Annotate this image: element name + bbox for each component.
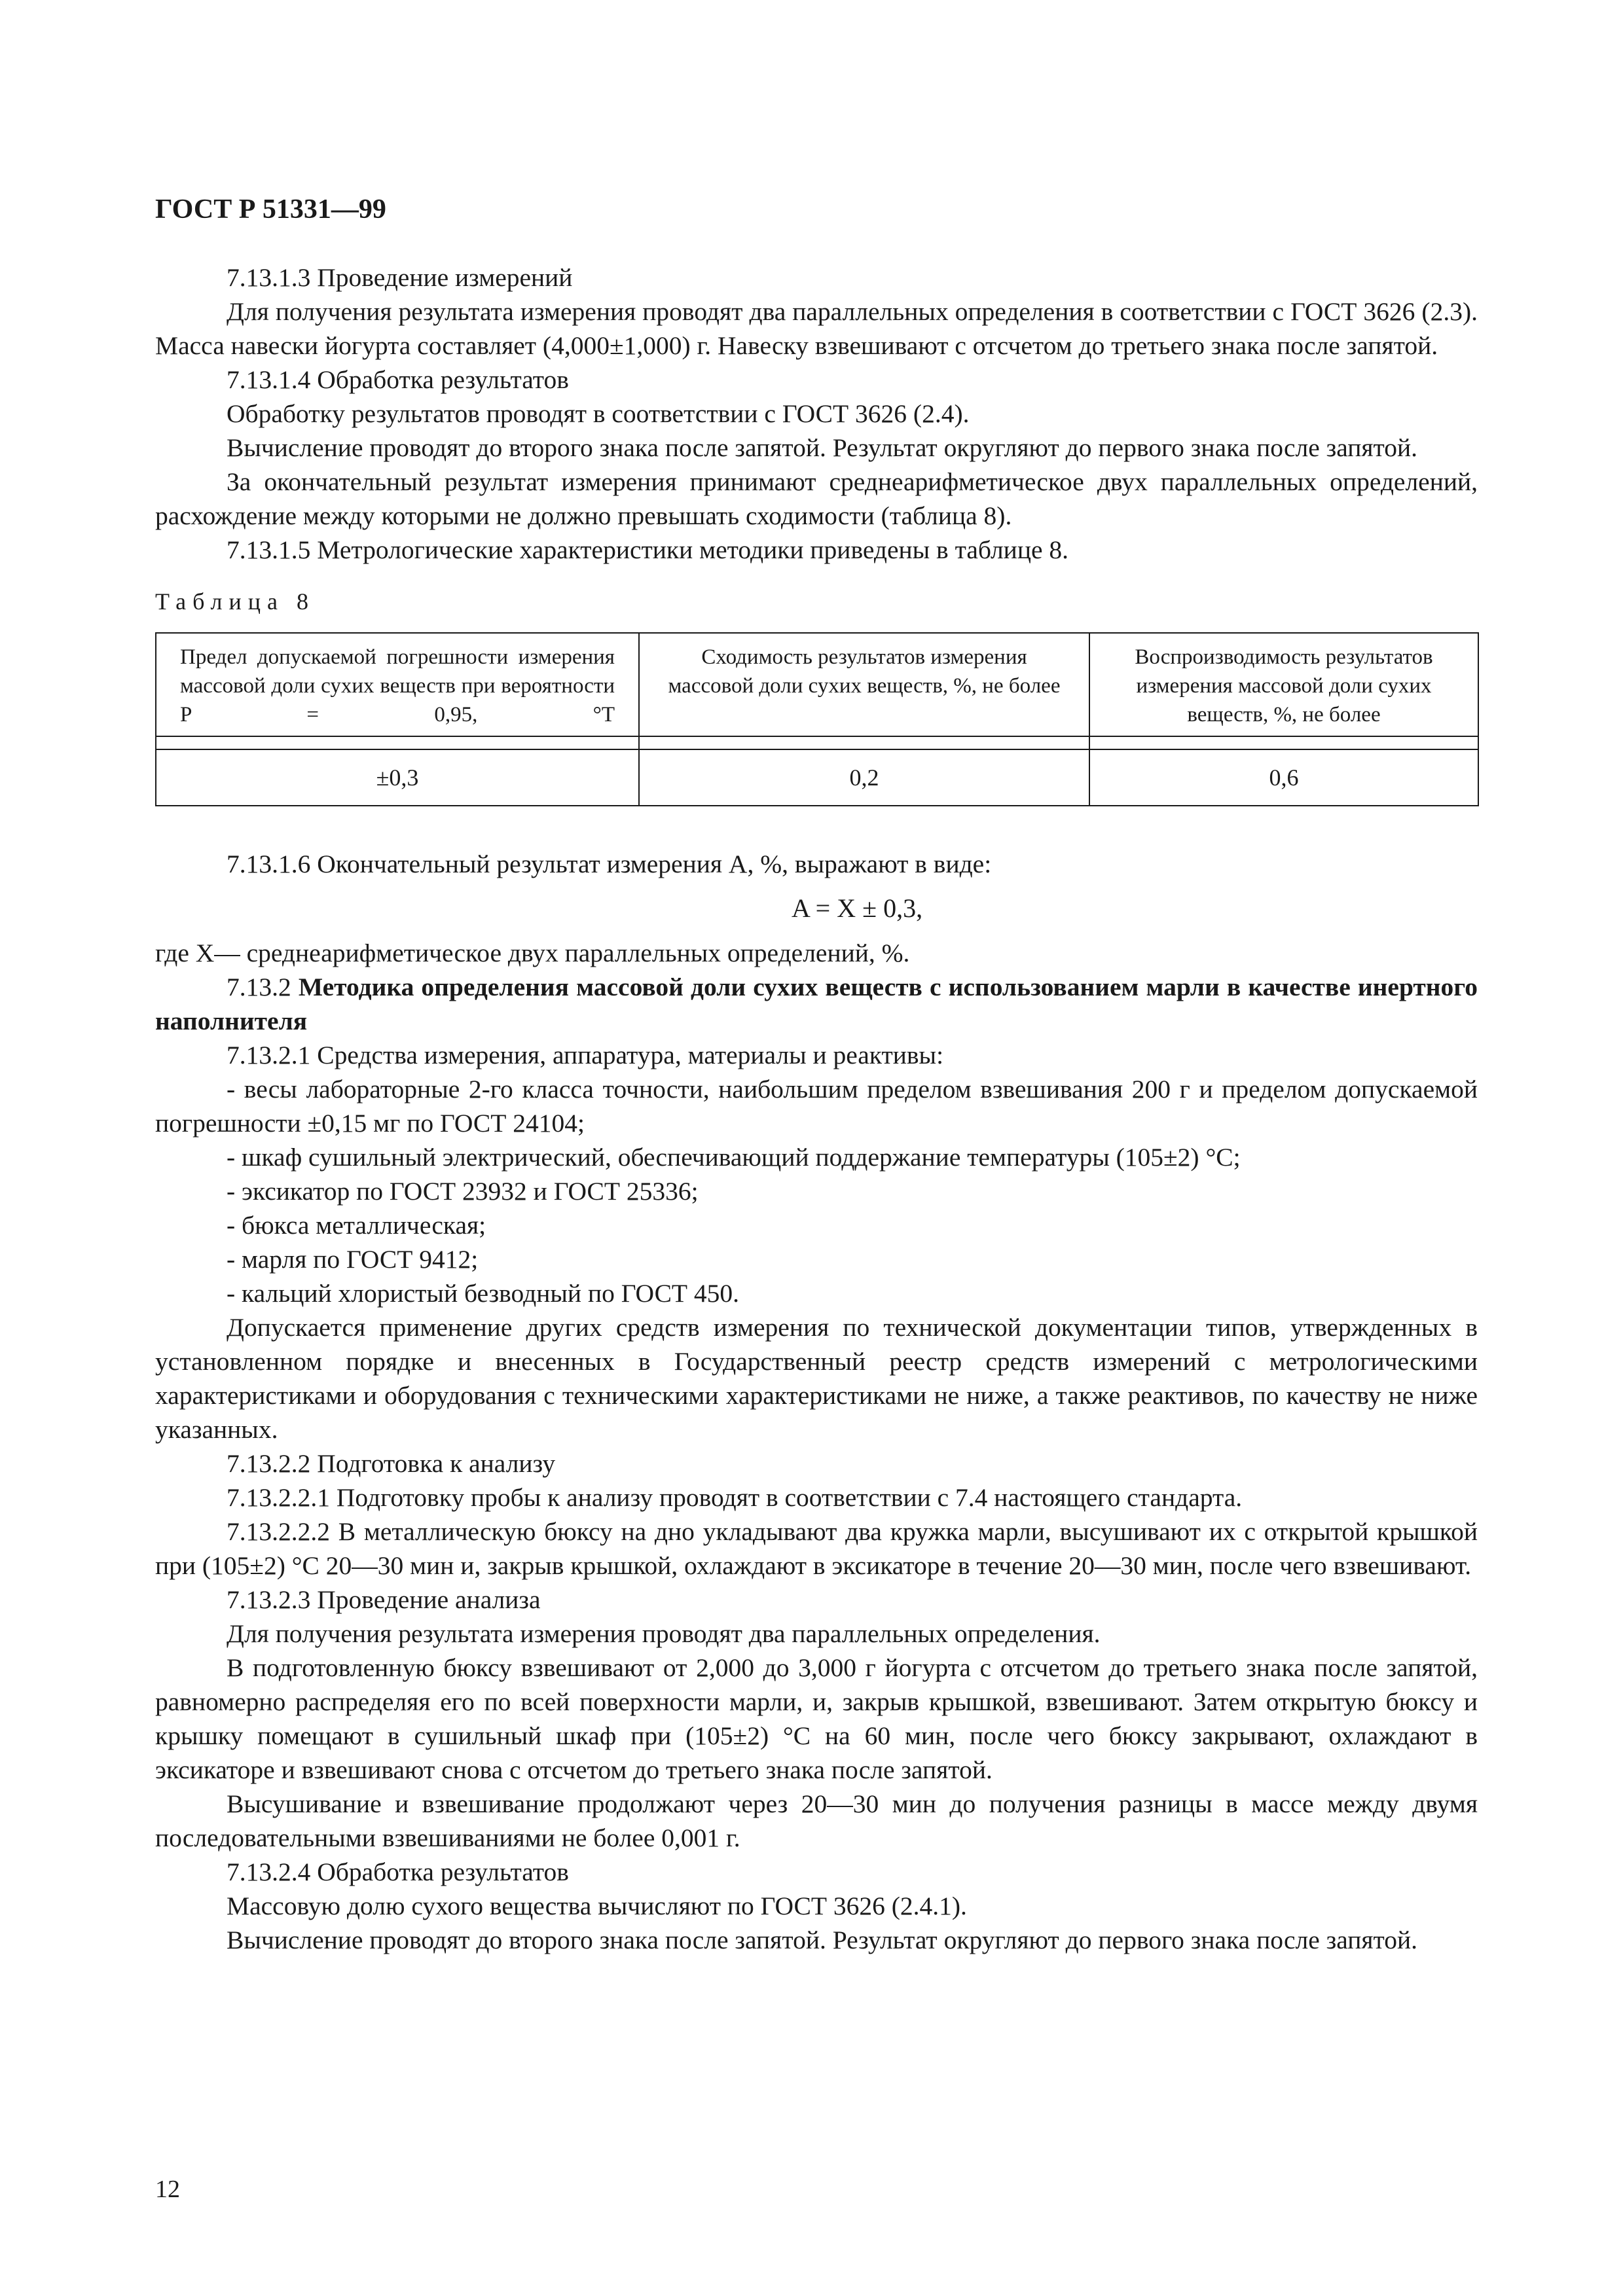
paragraph: 7.13.2.2 Подготовка к анализу (227, 1449, 556, 1478)
paragraph: Обработку результатов проводят в соответствии с ГОСТ 3626 (2.4). (227, 399, 970, 428)
table-header-cell: Сходимость результатов измерения массовой доли сухих веществ, %, не более (639, 633, 1089, 736)
page-number: 12 (155, 2176, 180, 2203)
text-block-intro (155, 260, 1478, 567)
table-header-row (156, 633, 1478, 736)
document-page (155, 190, 1478, 1957)
table-row (156, 749, 1478, 806)
paragraph: 7.13.2.2.1 Подготовку пробы к анализу проводят в соответствии с 7.4 настоящего стандарта. (227, 1483, 1243, 1512)
paragraph-where: где X— среднеарифметическое двух параллельных определений, %. (155, 939, 910, 967)
paragraph: 7.13.2.1 Средства измерения, аппаратура, материалы и реактивы: (227, 1041, 944, 1069)
paragraph: 7.13.1.5 Метрологические характеристики методики приведены в таблице 8. (227, 535, 1068, 564)
paragraph: 7.13.1.6 Окончательный результат измерения A, %, выражают в виде: (227, 850, 992, 878)
paragraph: 7.13.1.4 Обработка результатов (227, 365, 569, 394)
table-header-cell: Предел допускаемой погрешности измерения массовой доли сухих веществ при вероятности P = 0,95, °Т (156, 633, 639, 736)
paragraph: Высушивание и взвешивание продолжают через 20—30 мин до получения разницы в массе между двумя последовательными взвешиваниями не более 0,001 г. (155, 1789, 1478, 1852)
list-item: - бюкса металлическая; (227, 1211, 486, 1240)
table-cell: 0,2 (639, 749, 1089, 806)
paragraph: Вычисление проводят до второго знака после запятой. Результат округляют до первого знака после запятой. (227, 1926, 1418, 1954)
document-code-header: ГОСТ Р 51331—99 (155, 194, 386, 224)
table-cell: 0,6 (1089, 749, 1478, 806)
table-spacer-row (156, 736, 1478, 749)
list-item: - шкаф сушильный электрический, обеспечивающий поддержание температуры (105±2) °С; (227, 1143, 1241, 1172)
table-cell: ±0,3 (156, 749, 639, 806)
table-caption: Таблица 8 (155, 588, 315, 615)
list-item: - весы лабораторные 2-го класса точности, наибольшим пределом взвешивания 200 г и пределом допускаемой погрешности ±0,15 мг по ГОСТ 24104; (155, 1075, 1478, 1138)
metrology-table (155, 632, 1479, 806)
paragraph: Для получения результата измерения проводят два параллельных определения. (227, 1619, 1101, 1648)
formula: A = X ± 0,3, (792, 893, 923, 923)
table-header-cell: Воспроизводимость результатов измерения массовой доли сухих веществ, %, не более (1089, 633, 1478, 736)
paragraph: Вычисление проводят до второго знака после запятой. Результат округляют до первого знака после запятой. (227, 433, 1418, 462)
list-item: - марля по ГОСТ 9412; (227, 1245, 479, 1274)
paragraph: 7.13.2.2.2 В металлическую бюксу на дно укладывают два кружка марли, высушивают их с открытой крышкой при (105±2) °С 20—30 мин и, закрыв крышкой, охлаждают в эксикаторе в течение 20—30 мин, после чего взвешивают. (155, 1517, 1478, 1580)
paragraph: 7.13.1.3 Проведение измерений (227, 263, 573, 292)
section-number: 7.13.2 (227, 973, 291, 1001)
paragraph: 7.13.2.4 Обработка результатов (227, 1857, 569, 1886)
paragraph: Для получения результата измерения проводят два параллельных определения в соответствии с ГОСТ 3626 (2.3). Масса навески йогурта составляет (4,000±1,000) г. Навеску взвешивают с отсчетом до третьего знака после запятой. (155, 297, 1478, 360)
list-item: - эксикатор по ГОСТ 23932 и ГОСТ 25336; (227, 1177, 699, 1206)
paragraph: Массовую долю сухого вещества вычисляют по ГОСТ 3626 (2.4.1). (227, 1892, 967, 1920)
paragraph: В подготовленную бюксу взвешивают от 2,000 до 3,000 г йогурта с отсчетом до третьего знака после запятой, равномерно распределяя его по всей поверхности марли, и, закрыв крышкой, взвешивают. Затем открытую бюксу и крышку помещают в сушильный шкаф при (105±2) °С на 60 мин, после чего бюксу закрывают, охлаждают в эксикаторе и взвешивают снова с отсчетом до третьего знака после запятой. (155, 1653, 1478, 1784)
paragraph: Допускается применение других средств измерения по технической документации типов, утвержденных в установленном порядке и внесенных в Государственный реестр средств измерений с метрологическими характеристиками и оборудования с техническими характеристиками не ниже, а также реактивов, по качеству не ниже указанных. (155, 1313, 1478, 1444)
list-item: - кальций хлористый безводный по ГОСТ 450. (227, 1279, 740, 1308)
paragraph: 7.13.2.3 Проведение анализа (227, 1585, 541, 1614)
paragraph: За окончательный результат измерения принимают среднеарифметическое двух параллельных определений, расхождение между которыми не должно превышать сходимости (таблица 8). (155, 467, 1478, 530)
section-title: Методика определения массовой доли сухих веществ с использованием марли в качестве инертного наполнителя (155, 973, 1478, 1035)
text-block-main (155, 847, 1478, 1957)
section-heading (155, 970, 1478, 1038)
